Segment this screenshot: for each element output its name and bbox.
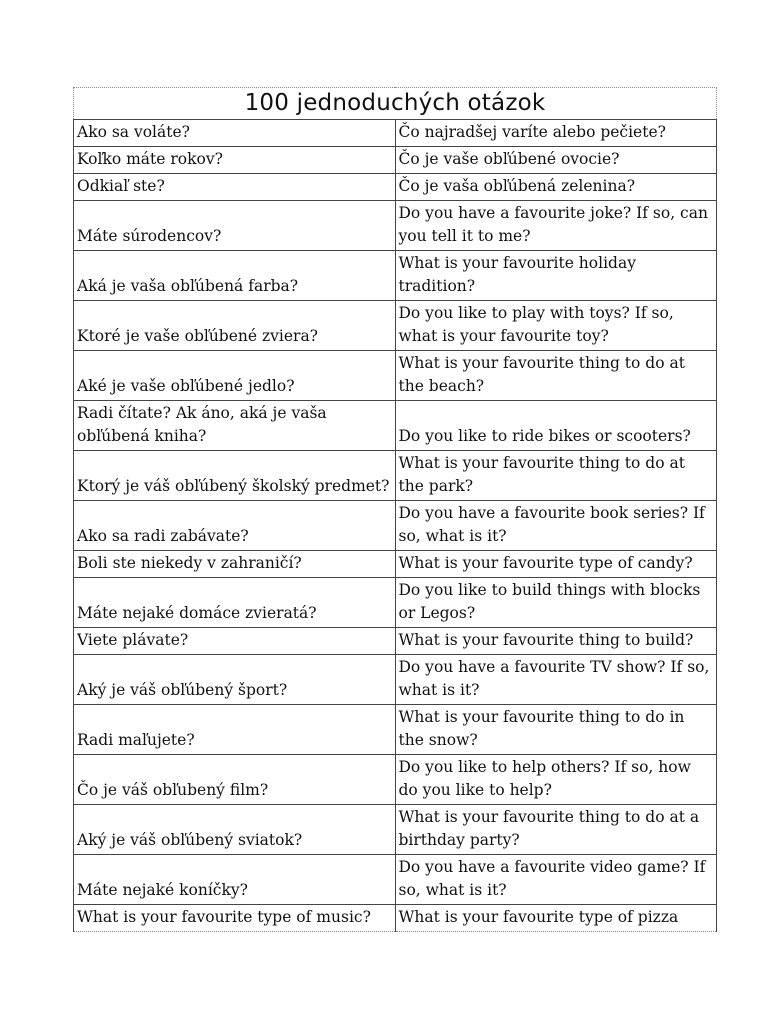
question-right: What is your favourite type of candy?	[395, 551, 717, 578]
question-left: Máte nejaké domáce zvieratá?	[74, 578, 396, 628]
question-right: What is your favourite holiday tradition?	[395, 251, 717, 301]
question-left: Odkiaľ ste?	[74, 174, 396, 201]
question-right: Čo je vaše obľúbené ovocie?	[395, 147, 717, 174]
question-right: Do you like to help others? If so, how do you like to help?	[395, 755, 717, 805]
question-left: Ako sa voláte?	[74, 120, 396, 147]
table-row	[74, 578, 717, 628]
table-row	[74, 174, 717, 201]
table-row	[74, 855, 717, 905]
question-left: Aký je váš obľúbený sviatok?	[74, 805, 396, 855]
table-row	[74, 301, 717, 351]
page-title: 100 jednoduchých otázok	[74, 88, 717, 120]
table-row	[74, 755, 717, 805]
table-row	[74, 501, 717, 551]
question-right: Do you like to build things with blocks or Legos?	[395, 578, 717, 628]
question-left: Čo je váš obľubený film?	[74, 755, 396, 805]
question-right: What is your favourite thing to do in the snow?	[395, 705, 717, 755]
question-left: Boli ste niekedy v zahraničí?	[74, 551, 396, 578]
question-right: Do you have a favourite TV show? If so, what is it?	[395, 655, 717, 705]
questions-table	[73, 87, 717, 932]
question-right: Do you have a favourite video game? If so, what is it?	[395, 855, 717, 905]
question-right: Do you have a favourite joke? If so, can you tell it to me?	[395, 201, 717, 251]
question-right: Do you like to play with toys? If so, what is your favourite toy?	[395, 301, 717, 351]
question-right: Do you like to ride bikes or scooters?	[395, 401, 717, 451]
question-left: Radi čítate? Ak áno, aká je vaša obľúbená kniha?	[74, 401, 396, 451]
question-right: Do you have a favourite book series? If so, what is it?	[395, 501, 717, 551]
question-left: What is your favourite type of music?	[74, 905, 396, 932]
table-row	[74, 147, 717, 174]
table-row	[74, 551, 717, 578]
table-row	[74, 905, 717, 932]
question-right: Čo je vaša obľúbená zelenina?	[395, 174, 717, 201]
question-left: Koľko máte rokov?	[74, 147, 396, 174]
table-row	[74, 805, 717, 855]
question-left: Ktorý je váš obľúbený školský predmet?	[74, 451, 396, 501]
question-left: Aké je vaše obľúbené jedlo?	[74, 351, 396, 401]
question-left: Máte súrodencov?	[74, 201, 396, 251]
question-left: Viete plávate?	[74, 628, 396, 655]
title-row	[74, 88, 717, 120]
question-right: What is your favourite thing to do at the beach?	[395, 351, 717, 401]
question-right: What is your favourite thing to do at the park?	[395, 451, 717, 501]
table-row	[74, 201, 717, 251]
table-row	[74, 705, 717, 755]
table-row	[74, 120, 717, 147]
question-left: Radi maľujete?	[74, 705, 396, 755]
question-left: Ktoré je vaše obľúbené zviera?	[74, 301, 396, 351]
question-left: Ako sa radi zabávate?	[74, 501, 396, 551]
table-row	[74, 451, 717, 501]
question-right: Čo najradšej varíte alebo pečiete?	[395, 120, 717, 147]
table-row	[74, 628, 717, 655]
question-left: Máte nejaké koníčky?	[74, 855, 396, 905]
question-right: What is your favourite thing to do at a birthday party?	[395, 805, 717, 855]
question-right: What is your favourite type of pizza	[395, 905, 717, 932]
question-left: Aký je váš obľúbený šport?	[74, 655, 396, 705]
question-right: What is your favourite thing to build?	[395, 628, 717, 655]
table-row	[74, 401, 717, 451]
table-row	[74, 351, 717, 401]
table-row	[74, 655, 717, 705]
table-row	[74, 251, 717, 301]
question-left: Aká je vaša obľúbená farba?	[74, 251, 396, 301]
